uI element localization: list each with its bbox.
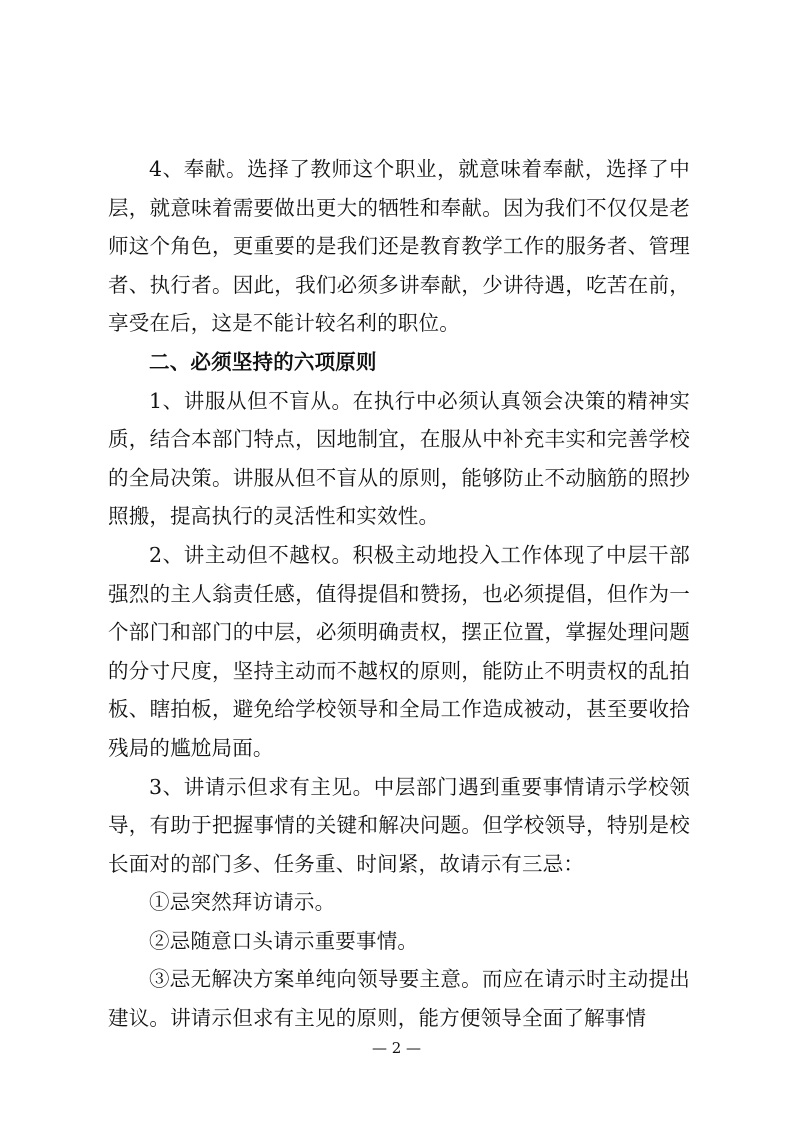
section-heading-six-principles: 二、必须坚持的六项原则 [149,349,377,374]
paragraph-principle-2: 2、讲主动但不越权。积极主动地投入工作体现了中层干部强烈的主人翁责任感，值得提倡和赞扬，也必须提倡，但作为一个部门和部门的中层，必须明确责权，摆正位置，掌握处理问题的分寸尺度，坚持主动而不越权的原则，能防止不明责权的乱拍板、瞎拍板，避免给学校领导和全局工作造成被动，甚至要收拾残局的尴尬局面。 [108,542,690,760]
list-item-taboo-1: ①忌突然拜访请示。 [149,890,336,915]
list-item-taboo-2: ②忌随意口头请示重要事情。 [149,928,419,953]
paragraph-principle-1: 1、讲服从但不盲从。在执行中必须认真领会决策的精神实质，结合本部门特点，因地制宜，在服从中补充丰实和完善学校的全局决策。讲服从但不盲从的原则，能够防止不动脑筋的照抄照搬，提高执行的灵活性和实效性。 [108,388,690,529]
page-number: — 2 — [371,1039,422,1057]
list-item-taboo-3: ③忌无解决方案单纯向领导要主意。而应在请示时主动提出建议。讲请示但求有主见的原则，能方便领导全面了解事情 [108,967,690,1031]
document-body [108,150,690,1038]
paragraph-principle-3: 3、讲请示但求有主见。中层部门遇到重要事情请示学校领导，有助于把握事情的关键和解决问题。但学校领导，特别是校长面对的部门多、任务重、时间紧，故请示有三忌： [108,774,690,876]
paragraph-dedication: 4、奉献。选择了教师这个职业，就意味着奉献，选择了中层，就意味着需要做出更大的牺牲和奉献。因为我们不仅仅是老师这个角色，更重要的是我们还是教育教学工作的服务者、管理者、执行者。因此，我们必须多讲奉献，少讲待遇，吃苦在前，享受在后，这是不能计较名利的职位。 [108,157,690,336]
